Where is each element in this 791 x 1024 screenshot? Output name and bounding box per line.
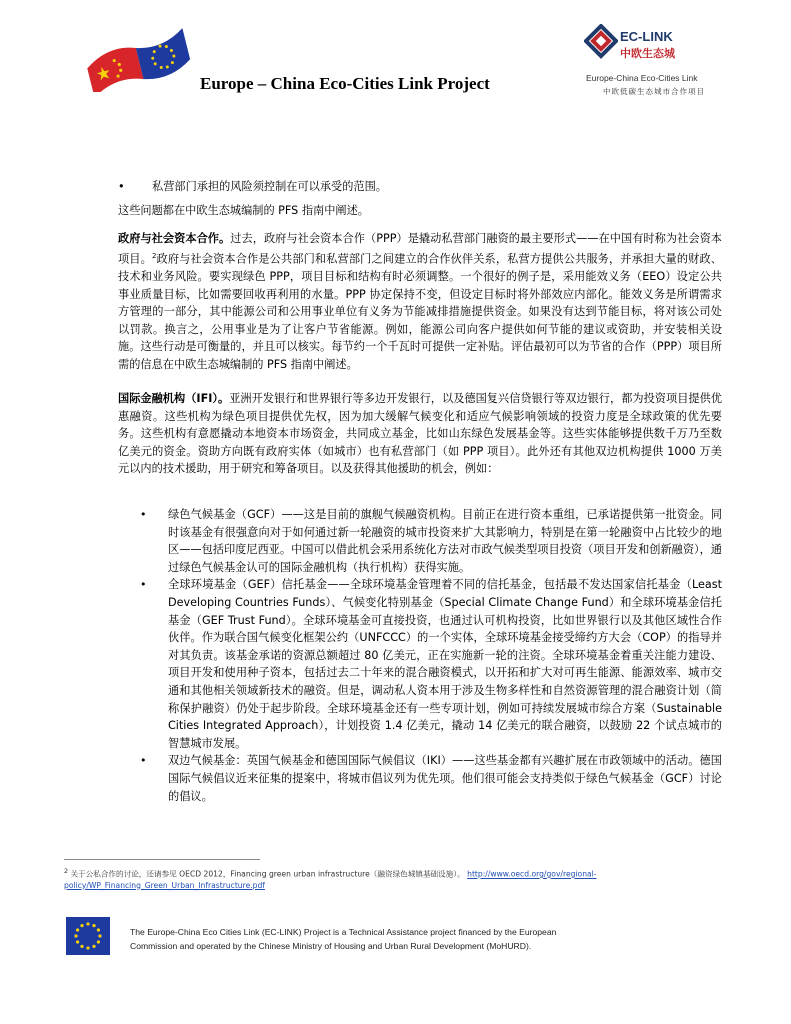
document-header-title: Europe – China Eco-Cities Link Project: [200, 74, 490, 93]
list-item-text: 绿色气候基金（GCF）——这是目前的旗舰气候融资机构。目前正在进行资本重组，已承诺提供第一批资金。同时该基金有很强意向对于如何通过新一轮融资的城市投资来扩大其影响力，特别是在第一轮融资中占比较少的地区——包括印度尼西亚。中国可以借此机会采用系统化方法对市政气候类型项目投资（项目开发和创新融资），通过绿色气候基金认可的国际金融机构（执行机构）获得实施。: [168, 508, 722, 574]
list-item: [140, 752, 722, 805]
bullet-dot: •: [140, 578, 147, 592]
list-item: [140, 506, 722, 576]
footnote-text: 关于公私合作的讨论，还请参见 OECD 2012，Financing green urban infrastructure（融资绿色城镇基础设施）。: [70, 869, 465, 879]
paragraph-ppp: [118, 230, 722, 373]
footnote-number: 2: [64, 868, 69, 875]
paragraph-pfs-guide: [118, 202, 722, 220]
bullet-text: 私营部门承担的风险须控制在可以承受的范围。: [152, 180, 387, 193]
paragraph-text: 这些问题都在中欧生态城编制的 PFS 指南中阐述。: [118, 204, 369, 217]
ifi-heading: 国际金融机构（IFI）。: [118, 392, 230, 405]
bullet-dot: •: [140, 754, 147, 768]
logo-subtitle-en: Europe-China Eco-Cities Link: [586, 73, 698, 83]
ifi-bullet-list: [140, 506, 722, 805]
ec-link-logo-icon: [584, 24, 618, 62]
eu-china-flags-logo: [82, 22, 192, 92]
footer-line-2: Commission and operated by the Chinese Ministry of Housing and Urban Rural Development (MoHURD).: [130, 941, 532, 951]
footnote-ref: 2: [151, 251, 157, 260]
list-item-text: 全球环境基金（GEF）信托基金——全球环境基金管理着不同的信托基金，包括最不发达国家信托基金（Least Developing Countries Funds）、气候变化特别基金（Special Climate Change Fund）和全球环境基金信托基金（GEF Trust Fund）。全球环境基金可直接投资，也通过认可机构投资，比如世界银行以及其他区域性合作伙伴。作为联合国气候变化框架公约（UNFCCC）的一个实体，全球环境基金接受缔约方大会（COP）的指导并对其负责。该基金承诺的资源总额超过 80 亿美元，正在实施新一轮的注资。全球环境基金着重关注能力建设、项目开发和使用种子资本，包括过去二十年来的混合融资模式，以开拓和扩大对可再生能源、能源效率、城市交通和其他相关领域新技术的融资。但是，调动私人资本用于涉及生物多样性和自然资源管理的混合融资计划（简称保护融资）仍处于起步阶段。全球环境基金还有一些专项计划，例如可持续发展城市综合方案（Sustainable Cities Integrated Approach），计划投资 1.4 亿美元，撬动 14 亿美元的联合融资，以鼓励 22 个试点城市的智慧城市发展。: [168, 578, 722, 750]
list-item: [140, 576, 722, 752]
ppp-text-a: 过去，政府与社会资本合作（PPP）是撬动私营部门融资的最主要形式——在中国有时称为社会资本项目。: [118, 232, 722, 266]
logo-name: EC-LINK: [620, 29, 673, 44]
ppp-text-b: 政府与社会资本合作是公共部门和私营部门之间建立的合作伙伴关系，私营方提供公共服务，并承担大量的财政、技术和业务风险。要实现绿色 PPP，项目目标和结构有时必须调整。一个很好的例子是，采用能效义务（EEO）设定公共事业质量目标，比如需要回收再利用的水量。PPP 协定保持不变，但设定目标时将外部效应内部化。能效义务是所谓需求方管理的一部分，其中能源公司和公用事业单位有义务为节能减排措施提供资金。如果没有达到节能目标，将对该公司处以罚款。换言之，公用事业是为了让客户节省能源。例如，能源公司向客户提供如何节能的建议或资助，并安装相关设施。这些行动是可衡量的，并且可以核实。每节约一个千瓦时可提供一定补贴。评估最初可以为节省的合作（PPP）项目所需的信息在中欧生态城编制的 PFS 指南中阐述。: [118, 252, 722, 371]
footnote: [64, 866, 704, 891]
bullet-dot: •: [140, 508, 147, 521]
footnote-link[interactable]: http://www.oecd.org/gov/regional-policy/WP_Financing_Green_Urban_Infrastructure.pdf: [64, 869, 597, 890]
paragraph-ifi: [118, 390, 722, 478]
list-item-text: 双边气候基金：英国气候基金和德国国际气候倡议（IKI）——这些基金都有兴趣扩展在市政领域中的活动。德国国际气候倡议近来征集的提案中，将城市倡议列为优先项。他们很可能会支持类似于绿色气候基金（GCF）讨论的倡议。: [168, 754, 722, 803]
logo-chinese-name: 中欧生态城: [620, 47, 675, 60]
footer-line-1: The Europe-China Eco Cities Link (EC-LINK) Project is a Technical Assistance project financed by the European: [130, 927, 557, 937]
ppp-heading: 政府与社会资本合作。: [118, 232, 231, 245]
footnote-divider: [64, 859, 260, 860]
bullet-dot: •: [118, 180, 125, 193]
ifi-text: 亚洲开发银行和世界银行等多边开发银行，以及德国复兴信贷银行等双边银行，都为投资项目提供优惠融资。这些机构为绿色项目提供优先权，因为加大缓解气候变化和适应气候影响领域的投资力度是全球政策的优先要务。这些机构有意愿撬动本地资本市场资金，共同成立基金，比如山东绿色发展基金等。这些实体能够提供数千万乃至数亿美元的资金。资助方向既有政府实体（如城市）也有私营部门（如 PPP 项目）。此外还有其他双边机构提供 1000 万美元以内的技术援助，用于研究和筹备项目。以及获得其他援助的机会，例如：: [118, 392, 722, 476]
footer-disclaimer: [130, 925, 690, 953]
eu-flag-icon: [66, 917, 110, 955]
logo-subtitle-cn: 中欧低碳生态城市合作项目: [603, 87, 705, 96]
